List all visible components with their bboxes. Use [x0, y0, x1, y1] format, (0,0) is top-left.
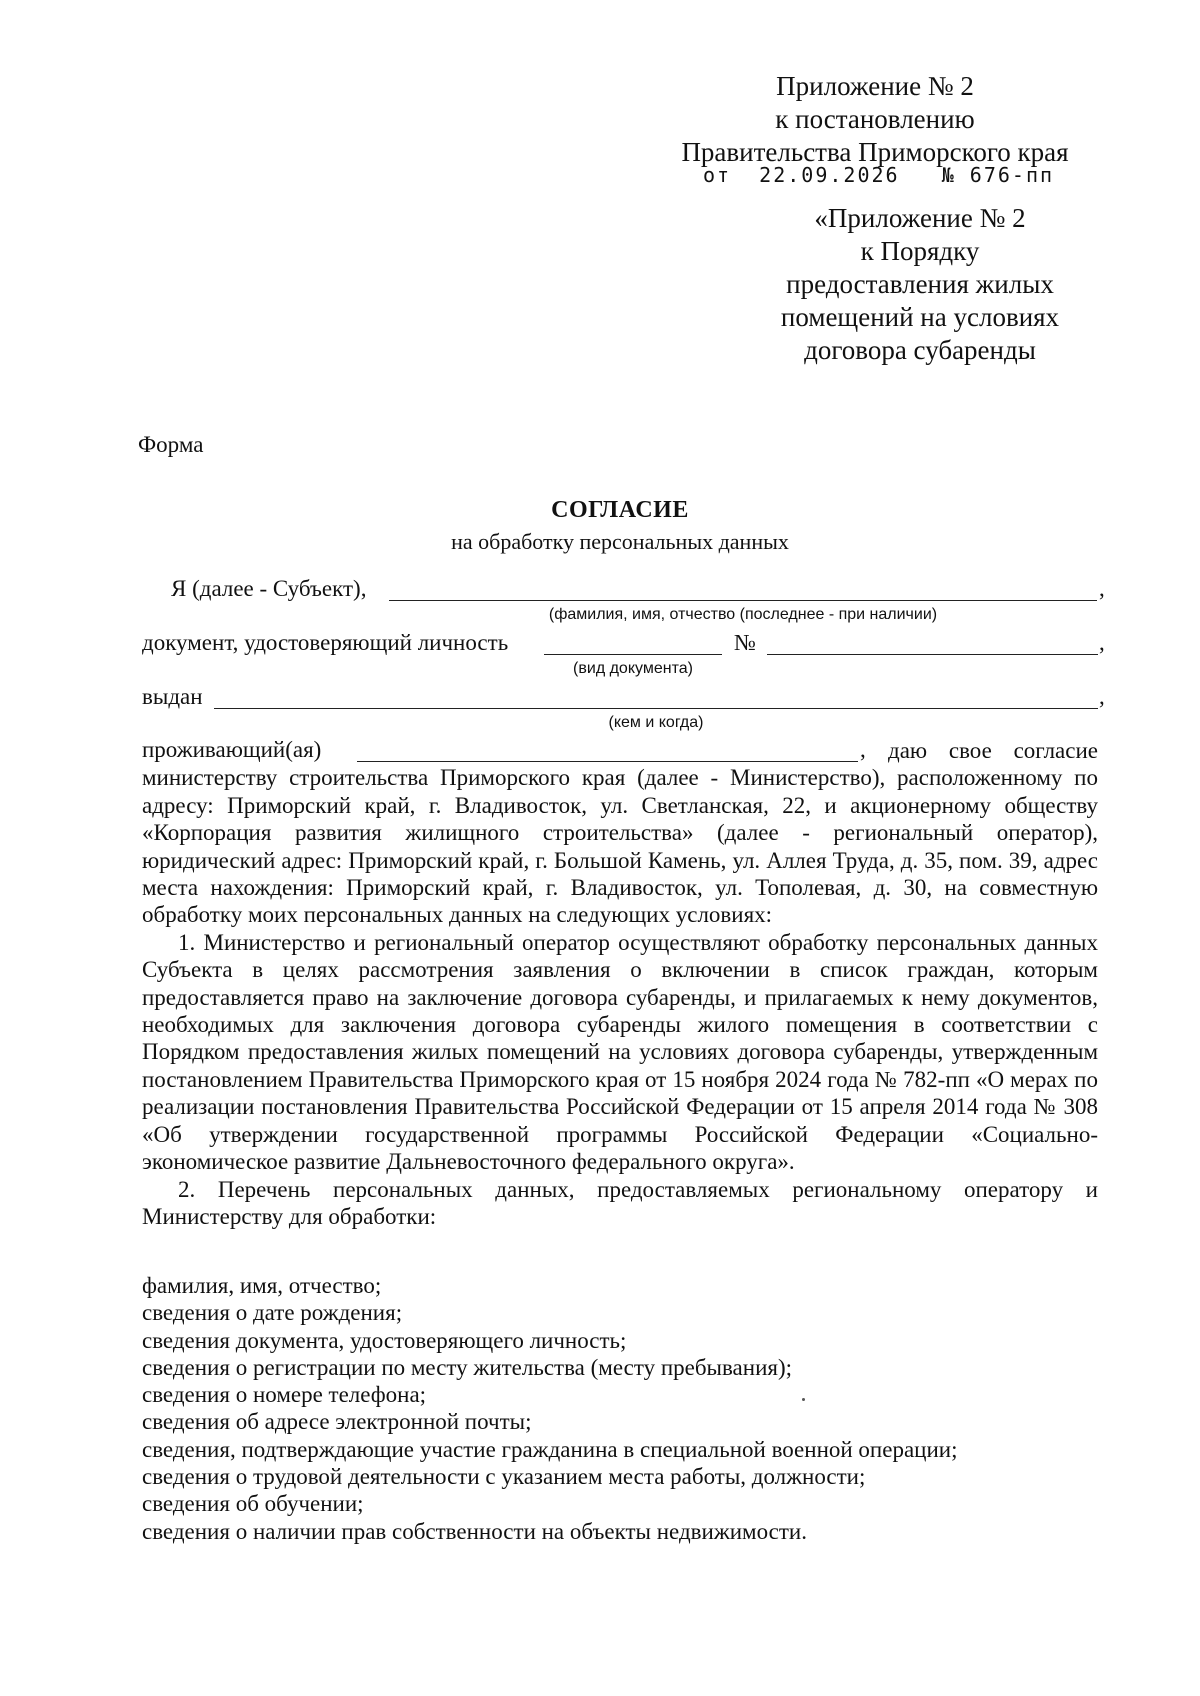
appendix-header — [640, 70, 1110, 169]
list-item: сведения о дате рождения; — [142, 1300, 403, 1326]
inner-appendix-header — [760, 202, 1080, 367]
list-item: сведения, подтверждающие участие гражданина в специальной военной операции; — [142, 1436, 958, 1462]
list-item: сведения об адресе электронной почты; — [142, 1409, 532, 1435]
list-item: фамилия, имя, отчество; — [142, 1273, 382, 1298]
residing-comma: , — [860, 737, 866, 762]
personal-data-list — [142, 1272, 957, 1545]
order-date-line: от 22.09.2026 № 676-пп — [703, 163, 1055, 187]
document-subtitle: на обработку персональных данных — [451, 529, 789, 554]
consent-intro: даю свое согласие министерству строительства Приморского края (далее - Министерство), расположенному по адресу: Приморский край, г. Владивосток, ул. Светланская, 22, и акционерному обществу «Корпорация развития жилищного строительства» (далее - региональный оператор), юридический адрес: Приморский край, г. Большой Камень, ул. Аллея Труда, д. 35, пом. 39, адрес места нахождения: Приморский край, г. Владивосток, ул. Тополевая, д. 30, на совместную обработку моих персональных данных на следующих условиях: — [142, 738, 1098, 928]
residing-label: проживающий(ая) — [142, 737, 322, 762]
document-label: документ, удостоверяющий личность — [142, 630, 509, 655]
list-item: сведения о номере телефона; — [142, 1382, 427, 1408]
inner-appendix-line: к Порядку — [860, 236, 980, 266]
list-item: сведения об обучении; — [142, 1491, 364, 1517]
list-item: сведения о регистрации по месту жительства (месту пребывания); — [142, 1354, 793, 1380]
subject-label: Я (далее - Субъект), — [171, 576, 367, 601]
subject-comma: , — [1099, 576, 1105, 601]
inner-appendix-line: «Приложение № 2 — [814, 203, 1026, 233]
scan-speck — [802, 1398, 805, 1401]
subject-name-blank[interactable] — [389, 600, 1097, 601]
list-item: сведения о трудовой деятельности с указанием места работы, должности; — [142, 1464, 866, 1490]
appendix-line: Приложение № 2 — [776, 71, 974, 101]
consent-body — [142, 737, 1098, 1230]
inner-appendix-line: предоставления жилых — [786, 269, 1054, 299]
clause-2: 2. Перечень персональных данных, предоставляемых региональному оператору и Министерству для обработки: — [142, 1176, 1098, 1229]
clause-1: 1. Министерство и региональный оператор осуществляют обработку персональных данных Субъекта в целях рассмотрения заявления о включении в список граждан, которым предоставляется право на заключение договора субаренды, и прилагаемых к нему документов, необходимых для заключения договора субаренды жилого помещения в соответствии с Порядком предоставления жилых помещений на условиях договора субаренды, утвержденным постановлением Правительства Приморского края от 15 ноября 2024 года № 782-пп «О мерах по реализации постановления Правительства Российской Федерации от 15 апреля 2014 года № 308 «Об утверждении государственной программы Российской Федерации «Социально-экономическое развитие Дальневосточного федерального округа». — [142, 929, 1098, 1175]
document-title: СОГЛАСИЕ — [551, 497, 689, 523]
appendix-line: к постановлению — [775, 104, 975, 134]
list-item: сведения документа, удостоверяющего личность; — [142, 1327, 627, 1353]
issued-caption: (кем и когда) — [608, 714, 704, 731]
list-item: сведения о наличии прав собственности на объекты недвижимости. — [142, 1518, 807, 1544]
inner-appendix-line: договора субаренды — [804, 335, 1036, 365]
document-comma: , — [1099, 630, 1105, 655]
document-number-blank[interactable] — [767, 654, 1098, 655]
inner-appendix-line: помещений на условиях — [780, 302, 1060, 332]
issued-blank[interactable] — [214, 708, 1098, 709]
document-number-sign: № — [734, 630, 756, 655]
subject-caption: (фамилия, имя, отчество (последнее - при наличии) — [548, 606, 938, 623]
document-type-blank[interactable] — [544, 654, 722, 655]
document-type-caption: (вид документа) — [573, 660, 693, 677]
appendix-line: Правительства Приморского края — [681, 137, 1069, 167]
form-label: Форма — [138, 432, 204, 457]
issued-label: выдан — [142, 684, 203, 709]
issued-comma: , — [1099, 684, 1105, 709]
